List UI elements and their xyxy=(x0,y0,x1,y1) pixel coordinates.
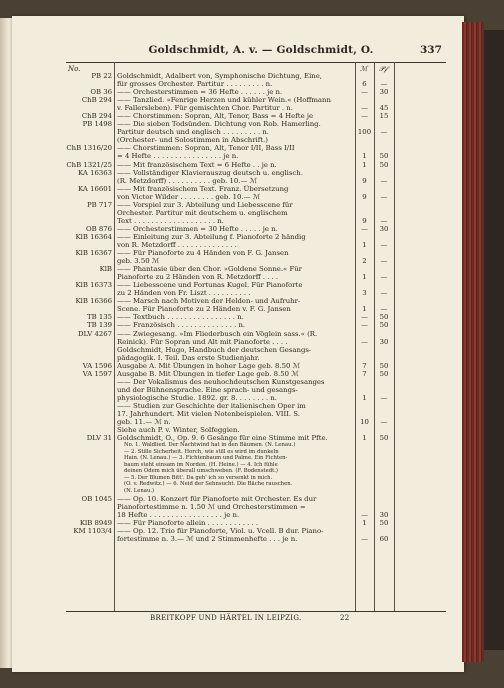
catalog-row xyxy=(66,249,446,257)
price-mark: 1 xyxy=(362,305,367,314)
entry-text: Text . . . . . . . . . . . . . . . . . . . n. xyxy=(117,216,224,225)
entry-text: —— Vorspiel zur 3. Abteilung und Liebesscene für xyxy=(117,200,293,209)
catalog-row xyxy=(66,410,446,418)
catalog-row xyxy=(66,378,446,386)
price-mark: 10 xyxy=(360,418,369,427)
catalog-row xyxy=(66,112,446,120)
catalog-entries xyxy=(66,72,446,543)
catalog-row xyxy=(66,434,446,442)
catalog-row xyxy=(66,346,446,354)
entry-text: Partitur deutsch und englisch . . . . . . . . . n. xyxy=(117,128,270,137)
catalog-row xyxy=(66,72,446,80)
catalog-number: OB 1045 xyxy=(81,494,112,503)
price-mark: 1 xyxy=(362,434,367,443)
catalog-row xyxy=(66,152,446,160)
catalog-row xyxy=(66,402,446,410)
price-pfennig: 30 xyxy=(379,337,389,346)
entry-text: von R. Metzdorff . . . . . . . . . . . . . . xyxy=(117,240,237,249)
catalog-row xyxy=(66,80,446,88)
entry-text: —— Chorstimmen: Sopran, Alt, Tenor, Bass = 4 Hefte je xyxy=(117,112,314,121)
price-mark: 1 xyxy=(362,273,367,282)
price-mark: — xyxy=(361,534,368,543)
entry-text: —— Mit französischem Text = 6 Hefte . . je n. xyxy=(117,160,277,169)
catalog-row xyxy=(66,354,446,362)
entry-text: zu 2 Händen von Fr. Liszt . . . . . . . . . . xyxy=(117,289,251,298)
catalog-row xyxy=(66,394,446,402)
catalog-row xyxy=(66,273,446,281)
catalog-row xyxy=(66,233,446,241)
entry-text: baum steht einsam im Norden. (H. Heine.) — 4. Ich fühle xyxy=(124,461,278,468)
price-pfennig: 50 xyxy=(379,152,389,161)
price-pfennig: 50 xyxy=(379,434,389,443)
entry-text: —— Marsch nach Motiven der Helden- und Aufruhr- xyxy=(117,297,301,306)
price-mark: — xyxy=(361,321,368,330)
catalog-row xyxy=(66,535,446,543)
entry-text: —— Orchesterstimmen = 30 Hefte . . . . . je n. xyxy=(117,224,278,233)
catalog-row xyxy=(66,386,446,394)
price-mark: 2 xyxy=(362,257,367,266)
entry-text: 17. Jahrhundert. Mit vielen Notenbeispielen. VIII. S. xyxy=(117,409,300,418)
entry-text: fortestimme n. 3.— ℳ und 2 Stimmenhefte . . . je n. xyxy=(117,534,298,543)
catalog-row xyxy=(66,321,446,329)
price-mark: 3 xyxy=(362,289,367,298)
entry-text: — 5. Der Blumen Bitt'. Da geh' ich so versenkt in mich. xyxy=(124,474,273,481)
entry-text: — 2. Stille Sicherheit. Horch, wie still es wird im dunkeln xyxy=(124,448,279,455)
entry-text: geb. 11.— ℳ n. xyxy=(117,418,171,427)
catalog-row xyxy=(66,88,446,96)
price-mark: — xyxy=(361,337,368,346)
entry-text: geb. 3.50 ℳ xyxy=(117,257,160,266)
price-pfennig: 50 xyxy=(379,321,389,330)
catalog-number: TB 139 xyxy=(86,321,112,330)
entry-text: (R. Metzdorff) . . . . . . . . . . geb. 10.— ℳ xyxy=(117,176,257,185)
catalog-row xyxy=(66,330,446,338)
entry-text: Ausgabe B. Mit Übungen in tiefer Lage geb. 8.50 ℳ xyxy=(117,369,299,378)
catalog-row xyxy=(66,257,446,265)
price-pfennig: 30 xyxy=(379,224,389,233)
page-number: 337 xyxy=(420,44,442,56)
entry-text: Reinick). Für Sopran und Alt mit Pianoforte . . . . xyxy=(117,337,288,346)
entry-text: —— Für Pianoforte zu 4 Händen von F. G. Jansen xyxy=(117,249,289,258)
price-mark: 9 xyxy=(362,192,367,201)
catalog-number: KlB 16364 xyxy=(75,232,112,241)
catalog-row xyxy=(66,96,446,104)
catalog-row xyxy=(66,169,446,177)
column-header-mark: ℳ xyxy=(360,65,368,73)
price-pfennig: — xyxy=(380,273,388,282)
catalog-row xyxy=(66,313,446,321)
entry-text: —— Für Pianoforte allein . . . . . . . . . . . . xyxy=(117,518,259,527)
catalog-row xyxy=(66,225,446,233)
price-mark: 1 xyxy=(362,240,367,249)
catalog-row xyxy=(66,217,446,225)
catalog-number: DLV 4267 xyxy=(78,329,112,338)
page-stack-edge xyxy=(462,22,484,662)
catalog-number: KM 1103/4 xyxy=(73,526,112,535)
entry-text: —— Studien zur Geschichte der italienischen Oper im xyxy=(117,401,306,410)
catalog-number: KlB 16366 xyxy=(75,297,112,306)
price-pfennig: 50 xyxy=(379,313,389,322)
catalog-row xyxy=(66,418,446,426)
catalog-row xyxy=(66,201,446,209)
entry-text: von Victor Wilder . . . . . . . . geb. 10.— ℳ xyxy=(117,192,261,201)
entry-text: Ausgabe A. Mit Übungen in hoher Lage geb. 8.50 ℳ xyxy=(117,361,300,370)
price-mark: 6 xyxy=(362,80,367,89)
price-mark: 7 xyxy=(362,369,367,378)
catalog-row xyxy=(66,281,446,289)
price-pfennig: 30 xyxy=(379,510,389,519)
price-pfennig: 50 xyxy=(379,361,389,370)
catalog-row xyxy=(66,305,446,313)
publisher-imprint: BREITKOPF UND HÄRTEL IN LEIPZIG. xyxy=(150,614,302,622)
entry-text: Scene. Für Pianoforte zu 2 Händen v. F. G. Jansen xyxy=(117,305,291,314)
entry-text: deinen Odem mich überall umschweben. (F. Bodenstedt.) xyxy=(124,468,278,475)
catalog-row xyxy=(66,511,446,519)
entry-text: (N. Lenau.) xyxy=(124,487,155,494)
price-pfennig: — xyxy=(380,240,388,249)
price-pfennig: 30 xyxy=(379,88,389,97)
table-top-rule xyxy=(66,62,446,63)
column-header-number: No. xyxy=(68,65,81,73)
price-mark: — xyxy=(361,104,368,113)
catalog-row xyxy=(66,241,446,249)
entry-text: 18 Hefte . . . . . . . . . . . . . . . . . je n. xyxy=(117,510,240,519)
price-pfennig: — xyxy=(380,289,388,298)
catalog-row xyxy=(66,362,446,370)
catalog-row xyxy=(66,185,446,193)
price-pfennig: 15 xyxy=(379,112,389,121)
catalog-number: OB 36 xyxy=(90,88,112,97)
book-cover-shadow xyxy=(484,30,504,650)
catalog-number: ChB 1321/25 xyxy=(66,160,112,169)
entry-text: (O. v. Redwitz.) — 6. Neid der Sehnsucht. Die Bäche rauschen. xyxy=(124,481,293,488)
catalog-row xyxy=(66,265,446,273)
price-mark: 9 xyxy=(362,176,367,185)
entry-text: pädagogik. I. Teil. Das erste Studienjahr. xyxy=(117,353,260,362)
catalog-row xyxy=(66,527,446,535)
entry-text: —— Op. 10. Konzert für Pianoforte mit Orchester. Es dur xyxy=(117,494,317,503)
price-pfennig: — xyxy=(380,216,388,225)
catalog-number: OB 876 xyxy=(85,224,112,233)
entry-text: —— Orchesterstimmen = 36 Hefte . . . . . . je n. xyxy=(117,88,283,97)
price-mark: 1 xyxy=(362,393,367,402)
entry-text: für grosses Orchester. Partitur . . . . . . . . . n. xyxy=(117,80,273,89)
price-pfennig: 50 xyxy=(379,369,389,378)
price-pfennig: — xyxy=(380,192,388,201)
entry-text: = 4 Hefte . . . . . . . . . . . . . . . . je n. xyxy=(117,152,239,161)
catalog-row xyxy=(66,104,446,112)
price-mark: — xyxy=(361,313,368,322)
catalog-row xyxy=(66,177,446,185)
price-pfennig: — xyxy=(380,257,388,266)
entry-text: —— Textbuch . . . . . . . . . . . . . . . . n. xyxy=(117,313,244,322)
entry-text: Hain. (N. Lenau.) — 3. Fichtenbaum und Palme. Ein Fichten- xyxy=(124,455,288,462)
entry-text: —— Die sieben Todsünden. Dichtung von Rob. Hamerling. xyxy=(117,120,321,129)
catalog-number: ChB 294 xyxy=(81,112,112,121)
column-header-pfennig: 𝒫𝒻 xyxy=(379,65,388,73)
catalog-number: VA 1596 xyxy=(82,361,112,370)
entry-text: —— Vollständiger Klavierauszug deutsch u. englisch. xyxy=(117,168,303,177)
price-mark: 1 xyxy=(362,518,367,527)
catalog-number: PB 1498 xyxy=(82,120,112,129)
catalog-number: KlB 16367 xyxy=(75,249,112,258)
catalog-row xyxy=(66,128,446,136)
price-pfennig: 60 xyxy=(379,534,389,543)
catalog-row xyxy=(66,120,446,128)
catalog-row xyxy=(66,503,446,511)
entry-text: —— Einleitung zur 3. Abteilung f. Pianoforte 2 händig xyxy=(117,232,306,241)
price-pfennig: 45 xyxy=(379,104,389,113)
price-mark: 100 xyxy=(357,128,372,137)
price-mark: — xyxy=(361,224,368,233)
catalog-row xyxy=(66,370,446,378)
entry-text: —— Liebesscene und Fortunas Kugel. Für Pianoforte xyxy=(117,281,303,290)
catalog-number: ChB 1316/20 xyxy=(66,144,112,153)
price-pfennig: 50 xyxy=(379,160,389,169)
entry-text: (Orchester- und Solostimmen in Abschrift.) xyxy=(117,136,268,145)
entry-text: und der Bühnensprache. Eine sprach- und gesangs- xyxy=(117,385,298,394)
catalog-number: DLV 31 xyxy=(86,434,112,443)
price-pfennig: — xyxy=(380,128,388,137)
catalog-number: KlB 8949 xyxy=(79,518,112,527)
entry-text: Pianofortestimme n. 1.50 ℳ und Orchesterstimmen = xyxy=(117,502,306,511)
price-mark: — xyxy=(361,510,368,519)
price-mark: 9 xyxy=(362,216,367,225)
catalog-row xyxy=(66,338,446,346)
entry-text: —— Phantasie über den Chor. »Goldene Sonne.« Für xyxy=(117,265,302,274)
table-bottom-rule xyxy=(66,611,446,612)
catalog-row xyxy=(66,136,446,144)
price-mark: — xyxy=(361,112,368,121)
entry-text: Orchester. Partitur mit deutschem u. englischem xyxy=(117,208,288,217)
price-pfennig: — xyxy=(380,418,388,427)
catalog-row xyxy=(66,495,446,503)
price-mark: 7 xyxy=(362,361,367,370)
signature-mark: 22 xyxy=(340,614,350,622)
page-footer xyxy=(150,614,370,622)
entry-text: Goldschmidt, Adalbert von, Symphonische Dichtung, Eine, xyxy=(117,72,322,80)
catalog-row xyxy=(66,297,446,305)
catalog-row xyxy=(66,289,446,297)
price-mark: — xyxy=(361,88,368,97)
entry-text: physiologische Studie. 1892. gr. 8. . . . . . . . n. xyxy=(117,393,278,402)
catalog-row xyxy=(66,426,446,434)
entry-text: —— Französisch . . . . . . . . . . . . . . n. xyxy=(117,321,246,330)
price-pfennig: 50 xyxy=(379,518,389,527)
entry-text: —— Mit französischem Text. Franz. Übersetzung xyxy=(117,184,289,193)
entry-text: No. 1. Waldlied. Der Nachtwind hat in den Bäumen. (N. Lenau.) xyxy=(124,442,296,449)
catalog-row xyxy=(66,144,446,152)
catalog-number: VA 1597 xyxy=(82,369,112,378)
price-mark: 1 xyxy=(362,160,367,169)
catalog-row xyxy=(66,209,446,217)
price-pfennig: — xyxy=(380,176,388,185)
entry-text: —— Chorstimmen: Sopran, Alt, Tenor I/II, Bass I/II xyxy=(117,144,295,153)
entry-text: Siehe auch P. v. Winter, Solfeggien. xyxy=(117,426,240,435)
price-mark: 1 xyxy=(362,152,367,161)
entry-text: —— Tanzlied. »Fenrige Herzen und kühler Wein.« (Hoffmann xyxy=(117,96,331,105)
price-pfennig: — xyxy=(380,305,388,314)
entry-text: —— Zwiegesang. »Im Fliederbusch ein Vöglein sass.« (R. xyxy=(117,329,318,338)
price-pfennig: — xyxy=(380,393,388,402)
entry-text: —— Der Vokalismus des neuhochdeutschen Kunstgesanges xyxy=(117,377,325,386)
catalog-number: PB 22 xyxy=(91,72,112,80)
entry-text: Pianoforte zu 2 Händen von R. Metzdorff . . . . xyxy=(117,273,279,282)
catalog-number: KA 16601 xyxy=(78,184,112,193)
catalog-number: ChB 294 xyxy=(81,96,112,105)
entry-text: —— Op. 12. Trio für Pianoforte, Viol. u. Vcell. B dur. Piano- xyxy=(117,526,324,535)
catalog-number: KlB 16373 xyxy=(75,281,112,290)
catalog-row xyxy=(66,161,446,169)
entry-text: v. Fallersleben). Für gemischten Chor. Partitur . n. xyxy=(117,104,293,113)
catalog-row xyxy=(66,519,446,527)
catalog-number: KlB xyxy=(99,265,112,274)
price-pfennig: — xyxy=(380,80,388,89)
catalog-row xyxy=(66,193,446,201)
catalog-number: KA 16363 xyxy=(78,168,112,177)
entry-text: Goldschmidt, O., Op. 9. 6 Gesänge für eine Stimme mit Pfte. xyxy=(117,434,328,443)
catalog-number: TB 135 xyxy=(86,313,112,322)
entry-text: Goldschmidt, Hugo, Handbuch der deutschen Gesangs- xyxy=(117,345,312,354)
catalog-number: PB 717 xyxy=(86,200,112,209)
running-header: Goldschmidt, A. v. — Goldschmidt, O. xyxy=(148,44,374,56)
